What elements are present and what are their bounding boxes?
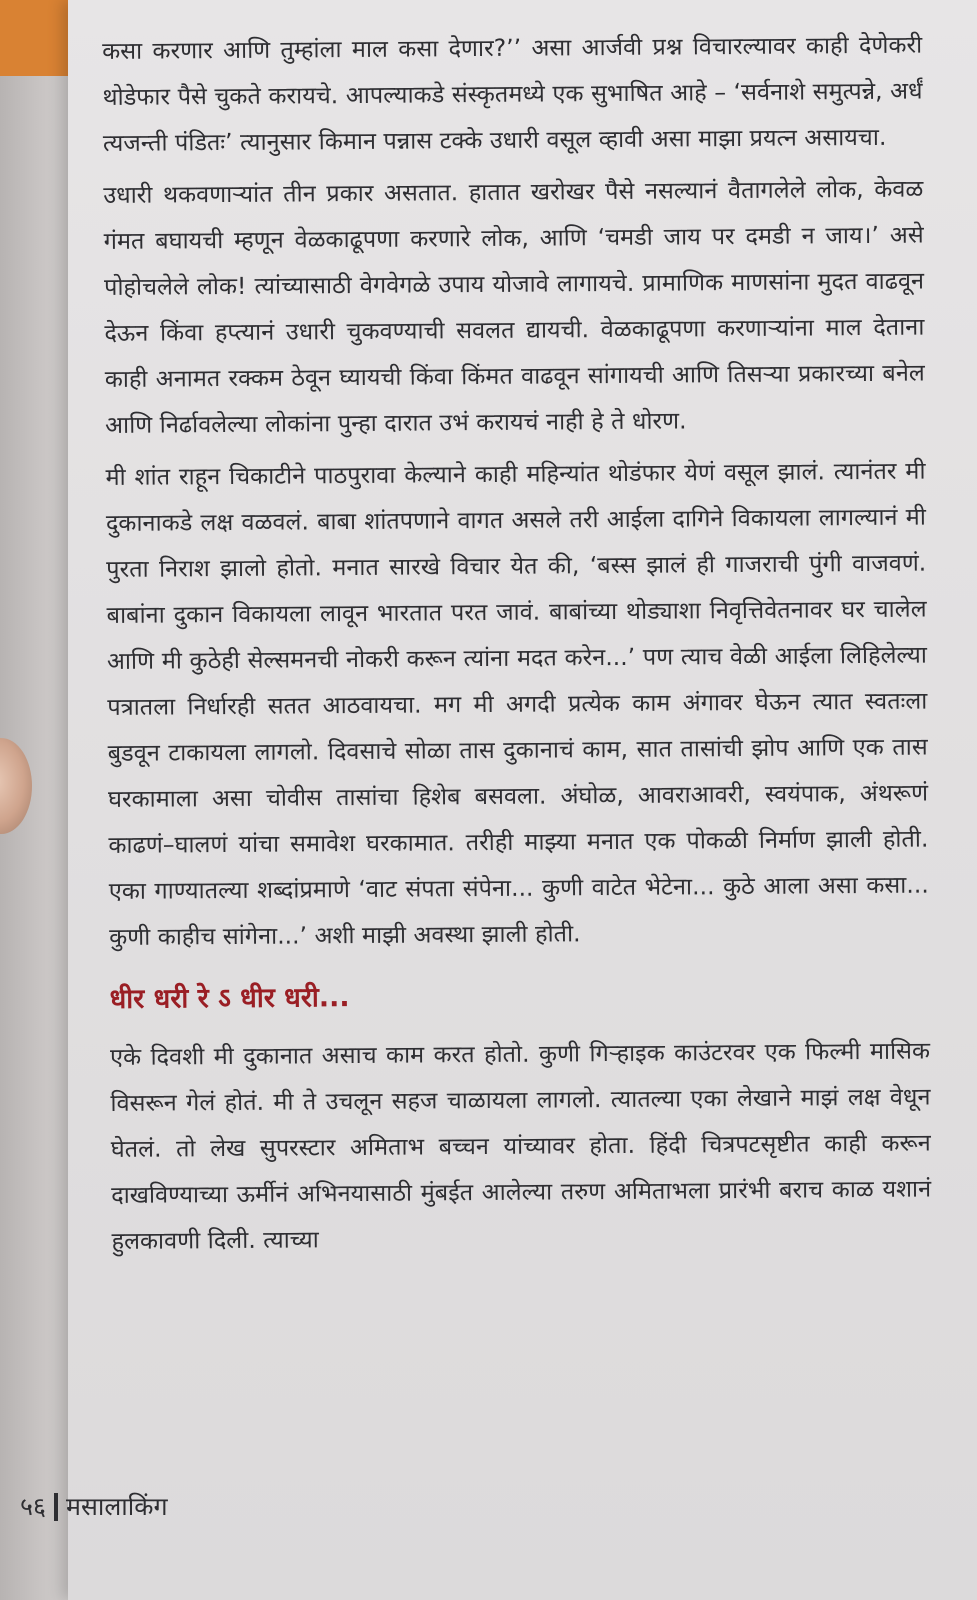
- paragraph-2: उधारी थकवणाऱ्यांत तीन प्रकार असतात. हातात खरोखर पैसे नसल्यानं वैतागलेले लोक, केवळ गंमत बघायची म्हणून वेळकाढूपणा करणारे लोक, आणि ‘चमडी जाय पर दमडी न जाय।’ असे पोहोचलेले लोक! त्यांच्यासाठी वेगवेगळे उपाय योजावे लागायचे. प्रामाणिक माणसांना मुदत वाढवून देऊन किंवा हप्त्यानं उधारी चुकवण्याची सवलत द्यायची. वेळकाढूपणा करणाऱ्यांना माल देताना काही अनामत रक्कम ठेवून घ्यायची किंवा किंमत वाढवून सांगायची आणि तिसऱ्या प्रकारच्या बनेल आणि निर्ढावलेल्या लोकांना पुन्हा दारात उभं करायचं नाही हे ते धोरण.: [103, 174, 925, 439]
- paragraph-4: एके दिवशी मी दुकानात असाच काम करत होतो. कुणी गिऱ्हाइक काउंटरवर एक फिल्मी मासिक विसरून गेलं होतं. मी ते उचलून सहज चाळायला लागलो. त्यातल्या एका लेखाने माझं लक्ष वेधून घेतलं. तो लेख सुपरस्टार अमिताभ बच्चन यांच्यावर होता. हिंदी चित्रपटसृष्टीत काही करून दाखविण्याच्या ऊर्मीनं अभिनयासाठी मुंबईत आलेल्या तरुण अमिताभला प्रारंभी बराच काळ यशानं हुलकावणी दिली. त्याच्या: [109, 1036, 932, 1255]
- page-number: ५६: [20, 1492, 47, 1521]
- section-heading: धीर धरी रे ऽ धीर धरी...: [109, 982, 350, 1015]
- footer-divider: [54, 1493, 58, 1521]
- thumb: [0, 738, 32, 834]
- paragraph-1: कसा करणार आणि तुम्हांला माल कसा देणार?’’ असा आर्जवी प्रश्न विचारल्यावर काही देणेकरी थोडेफार पैसे चुकते करायचे. आपल्याकडे संस्कृतमध्ये एक सुभाषित आहे – ‘सर्वनाशे समुत्पन्ने, अर्धं त्यजन्ती पंडितः’ त्यानुसार किमान पन्नास टक्के उधारी वसूल व्हावी असा माझा प्रयत्न असायचा.: [102, 30, 923, 157]
- running-title: मसालाकिंग: [66, 1492, 168, 1521]
- page-body: [102, 22, 932, 1270]
- page-footer: [20, 1492, 168, 1522]
- paragraph-3: मी शांत राहून चिकाटीने पाठपुरावा केल्याने काही महिन्यांत थोडंफार येणं वसूल झालं. त्यानंतर मी दुकानाकडे लक्ष वळवलं. बाबा शांतपणाने वागत असले तरी आईला दागिने विकायला लागल्यानं मी पुरता निराश झालो होतो. मनात सारखे विचार येत की, ‘बस्स झालं ही गाजराची पुंगी वाजवणं. बाबांना दुकान विकायला लावून भारतात परत जावं. बाबांच्या थोड्याशा निवृत्तिवेतनावर घर चालेल आणि मी कुठेही सेल्समनची नोकरी करून त्यांना मदत करेन...’ पण त्याच वेळी आईला लिहिलेल्या पत्रातला निर्धारही सतत आठवायचा. मग मी अगदी प्रत्येक काम अंगावर घेऊन त्यात स्वतःला बुडवून टाकायला लागलो. दिवसाचे सोळा तास दुकानाचं काम, सात तासांची झोप आणि एक तास घरकामाला असा चोवीस तासांचा हिशेब बसवला. अंघोळ, आवराआवरी, स्वयंपाक, अंथरूणं काढणं–घालणं यांचा समावेश घरकामात. तरीही माझ्या मनात एक पोकळी निर्माण झाली होती. एका गाण्यातल्या शब्दांप्रमाणे ‘वाट संपता संपेना... कुणी वाटेत भेटेना... कुठे आला असा कसा... कुणी काहीच सांगेना...’ अशी माझी अवस्था झाली होती.: [105, 456, 929, 951]
